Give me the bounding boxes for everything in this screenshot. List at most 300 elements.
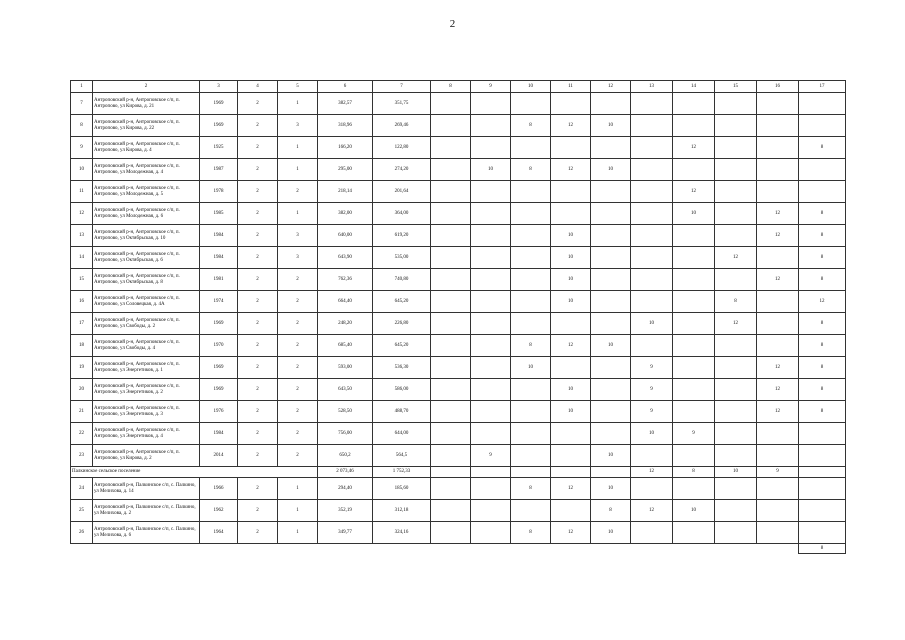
living-area-cell: 619,20: [373, 225, 431, 247]
work-year-cell-16: [757, 93, 799, 115]
address-cell: Антроповский р-н, Антроповское с/п, п. Антропово, ул Энергетиков, д. 3: [93, 401, 200, 423]
subtotal-work-cell-14: 8: [673, 467, 715, 478]
total-area-cell: 650,2: [318, 445, 373, 467]
work-year-cell-9: [471, 335, 511, 357]
total-area-cell: 640,00: [318, 225, 373, 247]
work-year-cell-10: [511, 203, 551, 225]
row-number-cell: 16: [71, 291, 93, 313]
floors-cell: 2: [238, 423, 278, 445]
total-area-cell: 166,20: [318, 137, 373, 159]
total-area-cell: 318,96: [318, 115, 373, 137]
work-year-cell-13: [631, 93, 673, 115]
year-cell: 1978: [200, 181, 238, 203]
row-number-cell: 24: [71, 478, 93, 500]
work-year-cell-15: 12: [715, 247, 757, 269]
address-cell: Антроповский р-н, Антроповское с/п, п. Антропово, ул Молодежная, д. 4: [93, 159, 200, 181]
work-year-cell-16: [757, 500, 799, 522]
year-cell: 1984: [200, 225, 238, 247]
entrances-cell: 2: [278, 379, 318, 401]
work-year-cell-14: [673, 115, 715, 137]
entrances-cell: 1: [278, 159, 318, 181]
work-year-cell-15: 8: [715, 291, 757, 313]
work-year-cell-8: [431, 423, 471, 445]
living-area-cell: 564,5: [373, 445, 431, 467]
year-cell: 2014: [200, 445, 238, 467]
work-year-cell-8: [431, 500, 471, 522]
table-row: [71, 269, 846, 291]
year-cell: 1974: [200, 291, 238, 313]
header-cell-15: 15: [715, 81, 757, 93]
living-area-cell: 535,00: [373, 247, 431, 269]
work-year-cell-8: [431, 522, 471, 544]
work-year-cell-11: 10: [551, 401, 591, 423]
work-year-cell-11: 10: [551, 379, 591, 401]
work-year-cell-8: [431, 225, 471, 247]
address-cell: Антроповский р-н, Антроповское с/п, п. Антропово, ул Энергетиков, д. 2: [93, 379, 200, 401]
work-year-cell-17: 8: [799, 313, 846, 335]
work-year-cell-11: [551, 445, 591, 467]
header-cell-8: 8: [431, 81, 471, 93]
floors-cell: 2: [238, 137, 278, 159]
row-number-cell: 18: [71, 335, 93, 357]
address-cell: Антроповский р-н, Антроповское с/п, п. Антропово, ул Соловецкая, д. 4А: [93, 291, 200, 313]
total-area-cell: 382,57: [318, 93, 373, 115]
work-year-cell-17: 8: [799, 137, 846, 159]
year-cell: 1987: [200, 159, 238, 181]
work-year-cell-16: [757, 159, 799, 181]
address-cell: Антроповский р-н, Антроповское с/п, п. Антропово, ул Молодежная, д. 6: [93, 203, 200, 225]
header-cell-2: 2: [93, 81, 200, 93]
work-year-cell-8: [431, 445, 471, 467]
work-year-cell-9: [471, 291, 511, 313]
total-area-cell: 664,40: [318, 291, 373, 313]
work-year-cell-8: [431, 478, 471, 500]
living-area-cell: 201,64: [373, 181, 431, 203]
work-year-cell-13: [631, 159, 673, 181]
table-row: [71, 423, 846, 445]
work-year-cell-14: [673, 357, 715, 379]
work-year-cell-15: [715, 423, 757, 445]
table-row: [71, 335, 846, 357]
work-year-cell-16: [757, 423, 799, 445]
work-year-cell-10: [511, 291, 551, 313]
header-cell-12: 12: [591, 81, 631, 93]
work-year-cell-14: 10: [673, 203, 715, 225]
work-year-cell-14: 12: [673, 137, 715, 159]
table-row: [71, 478, 846, 500]
table-row: [71, 401, 846, 423]
table-row: [71, 313, 846, 335]
table-row: [71, 379, 846, 401]
work-year-cell-17: 8: [799, 203, 846, 225]
work-year-cell-14: [673, 159, 715, 181]
work-year-cell-16: 12: [757, 269, 799, 291]
address-cell: Антроповский р-н, Антроповское с/п, п. Антропово, ул Кирова, д. 2: [93, 445, 200, 467]
work-year-cell-15: [715, 181, 757, 203]
header-cell-4: 4: [238, 81, 278, 93]
table-row: [71, 500, 846, 522]
address-cell: Антроповский р-н, Антроповское с/п, п. Антропово, ул Кирова, д. 21: [93, 93, 200, 115]
work-year-cell-11: 12: [551, 115, 591, 137]
floors-cell: 2: [238, 379, 278, 401]
work-year-cell-17: 8: [799, 379, 846, 401]
floors-cell: 2: [238, 357, 278, 379]
table-row: [71, 247, 846, 269]
work-year-cell-11: 10: [551, 247, 591, 269]
row-number-cell: 23: [71, 445, 93, 467]
work-year-cell-14: [673, 401, 715, 423]
work-year-cell-11: [551, 181, 591, 203]
work-year-cell-16: [757, 478, 799, 500]
work-year-cell-17: 8: [799, 401, 846, 423]
work-year-cell-8: [431, 401, 471, 423]
total-area-cell: 685,40: [318, 335, 373, 357]
year-cell: 1981: [200, 269, 238, 291]
header-cell-9: 9: [471, 81, 511, 93]
living-area-cell: 274,20: [373, 159, 431, 181]
work-year-cell-16: [757, 137, 799, 159]
work-year-cell-12: [591, 379, 631, 401]
entrances-cell: 2: [278, 423, 318, 445]
work-year-cell-14: [673, 313, 715, 335]
year-cell: 1969: [200, 93, 238, 115]
year-cell: 1969: [200, 379, 238, 401]
subtotal-work-cell-11: [551, 467, 591, 478]
subtotal-work-cell-10: [511, 467, 551, 478]
floors-cell: 2: [238, 247, 278, 269]
subtotal-row: [71, 467, 846, 478]
work-year-cell-17: [799, 445, 846, 467]
floors-cell: 2: [238, 335, 278, 357]
entrances-cell: 2: [278, 181, 318, 203]
page-number: 2: [449, 18, 456, 30]
entrances-cell: 1: [278, 93, 318, 115]
work-year-cell-14: [673, 269, 715, 291]
year-cell: 1976: [200, 401, 238, 423]
row-number-cell: 26: [71, 522, 93, 544]
year-cell: 1985: [200, 203, 238, 225]
work-year-cell-9: [471, 203, 511, 225]
work-year-cell-10: [511, 423, 551, 445]
subtotal-work-cell-16: 9: [757, 467, 799, 478]
year-cell: 1925: [200, 137, 238, 159]
work-year-cell-8: [431, 115, 471, 137]
address-cell: Антроповский р-н, Антроповское с/п, п. Антропово, ул Октябрьская, д. 8: [93, 269, 200, 291]
work-year-cell-10: [511, 247, 551, 269]
work-year-cell-9: [471, 247, 511, 269]
work-year-cell-12: [591, 269, 631, 291]
work-year-cell-16: 12: [757, 401, 799, 423]
work-year-cell-12: [591, 137, 631, 159]
work-year-cell-17: 8: [799, 269, 846, 291]
row-number-cell: 8: [71, 115, 93, 137]
work-year-cell-12: [591, 423, 631, 445]
total-area-cell: 756,00: [318, 423, 373, 445]
row-number-cell: 19: [71, 357, 93, 379]
work-year-cell-16: [757, 291, 799, 313]
living-area-cell: 536,30: [373, 357, 431, 379]
address-cell: Антроповский р-н, Антроповское с/п, п. Антропово, ул Октябрьская, д. 6: [93, 247, 200, 269]
trailing-blank-cell: [71, 544, 799, 554]
total-area-cell: 294,40: [318, 478, 373, 500]
work-year-cell-13: [631, 225, 673, 247]
entrances-cell: 2: [278, 445, 318, 467]
work-year-cell-13: [631, 335, 673, 357]
floors-cell: 2: [238, 522, 278, 544]
work-year-cell-10: [511, 225, 551, 247]
year-cell: 1970: [200, 335, 238, 357]
work-year-cell-16: 12: [757, 225, 799, 247]
work-year-cell-11: 10: [551, 269, 591, 291]
total-area-cell: 382,00: [318, 203, 373, 225]
header-cell-5: 5: [278, 81, 318, 93]
work-year-cell-11: [551, 137, 591, 159]
entrances-cell: 2: [278, 291, 318, 313]
work-year-cell-12: [591, 225, 631, 247]
work-year-cell-16: [757, 313, 799, 335]
table-row: [71, 181, 846, 203]
work-year-cell-9: [471, 313, 511, 335]
header-cell-6: 6: [318, 81, 373, 93]
work-year-cell-14: [673, 225, 715, 247]
work-year-cell-8: [431, 357, 471, 379]
row-number-cell: 20: [71, 379, 93, 401]
work-year-cell-14: 10: [673, 500, 715, 522]
floors-cell: 2: [238, 478, 278, 500]
work-year-cell-15: [715, 500, 757, 522]
row-number-cell: 14: [71, 247, 93, 269]
work-year-cell-15: [715, 522, 757, 544]
work-year-cell-13: [631, 137, 673, 159]
work-year-cell-15: [715, 93, 757, 115]
living-area-cell: 644,00: [373, 423, 431, 445]
table-row: [71, 357, 846, 379]
work-year-cell-9: [471, 225, 511, 247]
work-year-cell-15: [715, 225, 757, 247]
work-year-cell-14: [673, 291, 715, 313]
work-year-cell-17: 8: [799, 357, 846, 379]
work-year-cell-13: [631, 115, 673, 137]
work-year-cell-9: [471, 115, 511, 137]
work-year-cell-16: 12: [757, 379, 799, 401]
work-year-cell-17: [799, 522, 846, 544]
floors-cell: 2: [238, 401, 278, 423]
work-year-cell-11: 12: [551, 159, 591, 181]
work-year-cell-9: [471, 478, 511, 500]
living-area-cell: 586,00: [373, 379, 431, 401]
work-year-cell-10: 8: [511, 115, 551, 137]
work-year-cell-14: [673, 93, 715, 115]
work-year-cell-17: [799, 423, 846, 445]
work-year-cell-10: [511, 313, 551, 335]
total-area-cell: 352,19: [318, 500, 373, 522]
subtotal-work-cell-8: [431, 467, 471, 478]
work-year-cell-15: [715, 137, 757, 159]
work-year-cell-13: [631, 522, 673, 544]
work-year-cell-17: [799, 115, 846, 137]
address-cell: Антроповский р-н, Антроповское с/п, п. Антропово, ул Свободы, д. 4: [93, 335, 200, 357]
work-year-cell-15: [715, 445, 757, 467]
header-cell-10: 10: [511, 81, 551, 93]
address-cell: Антроповский р-н, Палкинское с/п, с. Палкино, ул Мелихова, д. 14: [93, 478, 200, 500]
entrances-cell: 1: [278, 203, 318, 225]
work-year-cell-16: [757, 445, 799, 467]
work-year-cell-8: [431, 291, 471, 313]
work-year-cell-14: [673, 522, 715, 544]
floors-cell: 2: [238, 159, 278, 181]
work-year-cell-16: [757, 181, 799, 203]
work-year-cell-13: 12: [631, 500, 673, 522]
header-cell-1: 1: [71, 81, 93, 93]
total-area-cell: 643,50: [318, 379, 373, 401]
work-year-cell-17: [799, 181, 846, 203]
year-cell: 1984: [200, 423, 238, 445]
table-row: [71, 225, 846, 247]
work-year-cell-15: [715, 357, 757, 379]
entrances-cell: 2: [278, 357, 318, 379]
floors-cell: 2: [238, 445, 278, 467]
total-area-cell: 762,36: [318, 269, 373, 291]
trailing-row: [71, 544, 846, 554]
work-year-cell-9: [471, 93, 511, 115]
living-area-cell: 226,80: [373, 313, 431, 335]
work-year-cell-9: [471, 522, 511, 544]
row-number-cell: 22: [71, 423, 93, 445]
year-cell: 1969: [200, 313, 238, 335]
work-year-cell-17: 8: [799, 225, 846, 247]
row-number-cell: 13: [71, 225, 93, 247]
work-year-cell-12: [591, 181, 631, 203]
work-year-cell-14: 12: [673, 181, 715, 203]
work-year-cell-17: 8: [799, 247, 846, 269]
header-cell-13: 13: [631, 81, 673, 93]
work-year-cell-10: 8: [511, 522, 551, 544]
row-number-cell: 15: [71, 269, 93, 291]
work-year-cell-13: [631, 478, 673, 500]
work-year-cell-8: [431, 379, 471, 401]
table-row: [71, 159, 846, 181]
floors-cell: 2: [238, 291, 278, 313]
living-area-cell: 185,60: [373, 478, 431, 500]
header-cell-16: 16: [757, 81, 799, 93]
floors-cell: 2: [238, 203, 278, 225]
work-year-cell-8: [431, 335, 471, 357]
work-year-cell-16: 12: [757, 357, 799, 379]
row-number-cell: 17: [71, 313, 93, 335]
work-year-cell-15: [715, 379, 757, 401]
table-row: [71, 93, 846, 115]
work-year-cell-14: [673, 379, 715, 401]
total-area-cell: 643,90: [318, 247, 373, 269]
work-year-cell-10: 8: [511, 159, 551, 181]
living-area-cell: 324,16: [373, 522, 431, 544]
work-year-cell-13: 9: [631, 401, 673, 423]
work-year-cell-12: [591, 247, 631, 269]
work-year-cell-12: 10: [591, 335, 631, 357]
work-year-cell-13: [631, 269, 673, 291]
living-area-cell: 269,46: [373, 115, 431, 137]
table-row: [71, 291, 846, 313]
work-year-cell-12: 10: [591, 478, 631, 500]
entrances-cell: 2: [278, 313, 318, 335]
work-year-cell-15: [715, 401, 757, 423]
entrances-cell: 2: [278, 401, 318, 423]
work-year-cell-10: [511, 137, 551, 159]
work-year-cell-14: [673, 478, 715, 500]
work-year-cell-11: [551, 313, 591, 335]
floors-cell: 2: [238, 313, 278, 335]
work-year-cell-13: 10: [631, 423, 673, 445]
work-year-cell-8: [431, 181, 471, 203]
work-year-cell-9: 10: [471, 159, 511, 181]
work-year-cell-14: [673, 335, 715, 357]
work-year-cell-12: [591, 401, 631, 423]
work-year-cell-12: [591, 291, 631, 313]
year-cell: 1966: [200, 478, 238, 500]
work-year-cell-15: [715, 335, 757, 357]
row-number-cell: 11: [71, 181, 93, 203]
work-year-cell-11: [551, 423, 591, 445]
work-year-cell-9: [471, 500, 511, 522]
work-year-cell-13: [631, 247, 673, 269]
entrances-cell: 2: [278, 335, 318, 357]
subtotal-living-area-cell: 1 752,33: [373, 467, 431, 478]
work-year-cell-11: [551, 500, 591, 522]
living-area-cell: 740,80: [373, 269, 431, 291]
work-year-cell-10: 10: [511, 357, 551, 379]
work-year-cell-9: 9: [471, 445, 511, 467]
living-area-cell: 122,80: [373, 137, 431, 159]
living-area-cell: 645,20: [373, 335, 431, 357]
work-year-cell-12: 8: [591, 500, 631, 522]
work-year-cell-11: [551, 93, 591, 115]
work-year-cell-10: [511, 269, 551, 291]
work-year-cell-12: [591, 203, 631, 225]
address-cell: Антроповский р-н, Антроповское с/п, п. Антропово, ул Свободы, д. 2: [93, 313, 200, 335]
work-year-cell-12: 10: [591, 445, 631, 467]
work-year-cell-11: 12: [551, 522, 591, 544]
entrances-cell: 1: [278, 500, 318, 522]
work-year-cell-14: [673, 445, 715, 467]
row-number-cell: 9: [71, 137, 93, 159]
work-year-cell-17: [799, 93, 846, 115]
table-row: [71, 445, 846, 467]
work-year-cell-12: 10: [591, 115, 631, 137]
work-year-cell-17: [799, 478, 846, 500]
work-year-cell-8: [431, 159, 471, 181]
subtotal-work-cell-12: [591, 467, 631, 478]
table-row: [71, 522, 846, 544]
floors-cell: 2: [238, 225, 278, 247]
work-year-cell-15: [715, 203, 757, 225]
work-year-cell-12: 10: [591, 159, 631, 181]
work-year-cell-8: [431, 269, 471, 291]
total-area-cell: 593,00: [318, 357, 373, 379]
subtotal-work-cell-9: [471, 467, 511, 478]
work-year-cell-8: [431, 247, 471, 269]
work-year-cell-10: [511, 93, 551, 115]
work-year-cell-8: [431, 313, 471, 335]
work-year-cell-16: [757, 522, 799, 544]
work-year-cell-12: [591, 93, 631, 115]
work-year-cell-15: [715, 159, 757, 181]
subtotal-total-area-cell: 2 073,46: [318, 467, 373, 478]
subtotal-label-cell: Палкинское сельское поселение: [71, 467, 318, 478]
entrances-cell: 2: [278, 269, 318, 291]
work-year-cell-10: [511, 181, 551, 203]
work-year-cell-13: 10: [631, 313, 673, 335]
living-area-cell: 645,20: [373, 291, 431, 313]
